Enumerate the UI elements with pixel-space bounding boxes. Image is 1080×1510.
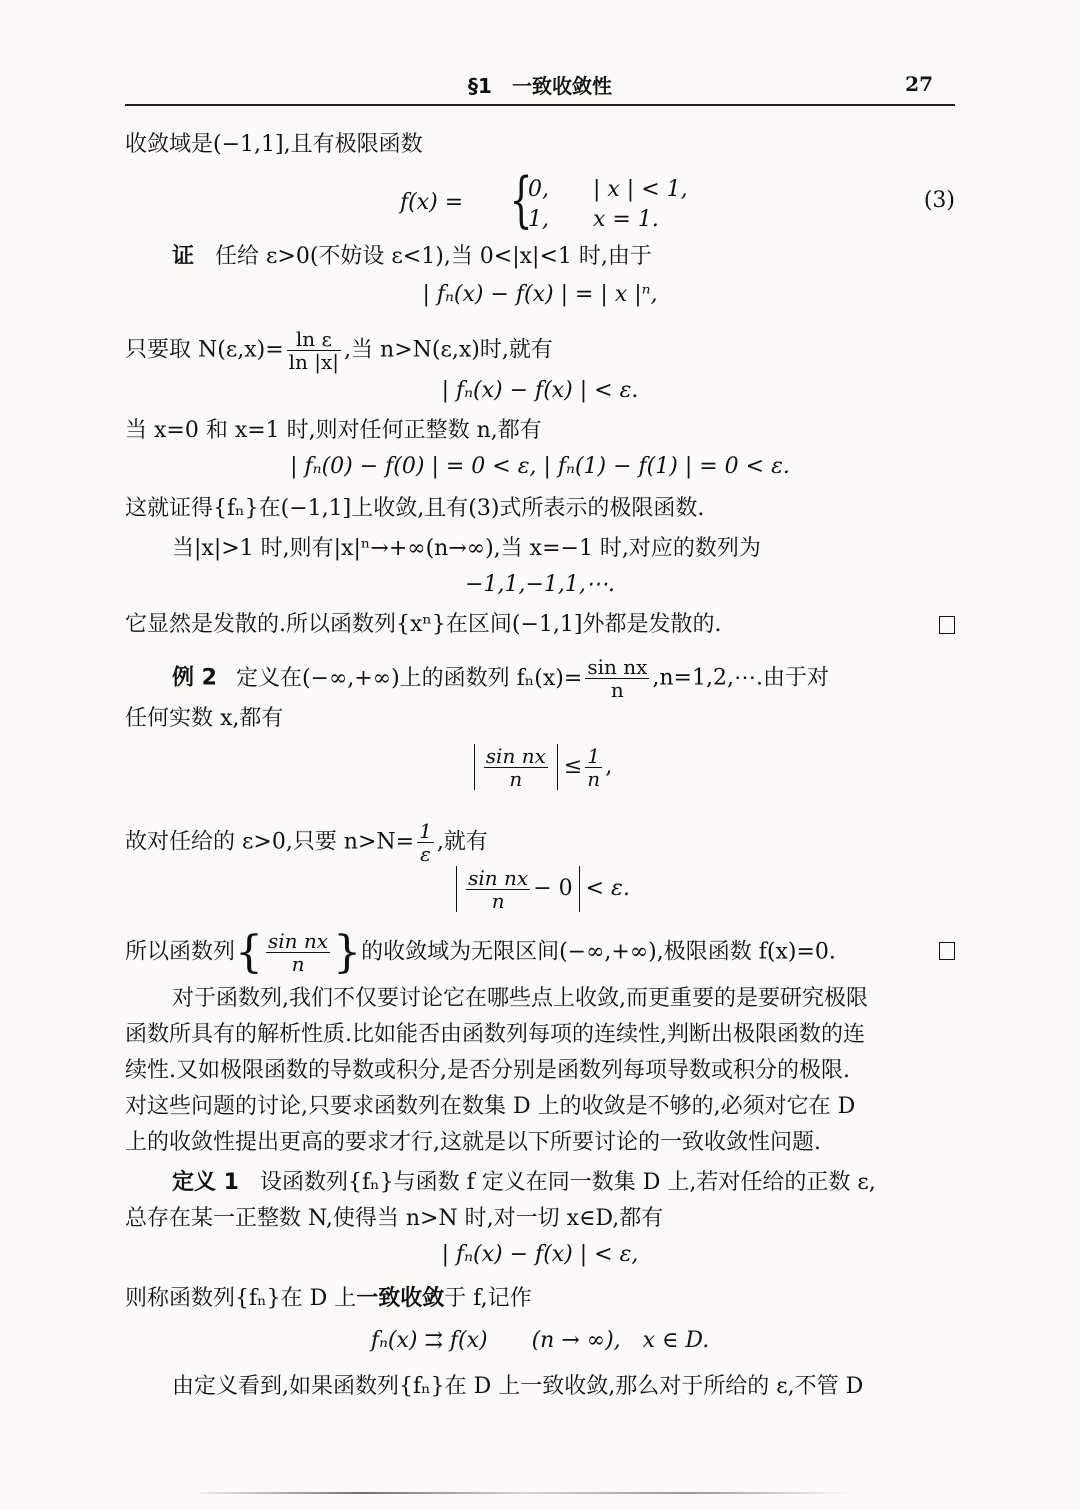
fraction-denominator: n (509, 766, 523, 791)
fraction-denominator: n (291, 952, 305, 976)
inequality: $\frac{\text{sin nx}}{n}$ ≤ $\frac{1}{n}$ , (125, 744, 955, 790)
text-fragment: ,n=1,2,⋯.由于对 (652, 665, 829, 691)
inequality (125, 866, 955, 912)
text-fragment: 的收敛域为无限区间(−∞,+∞),极限函数 f(x)=0. (361, 939, 836, 965)
text-fragment: ,当 n>N(ε,x)时,就有 (344, 337, 553, 363)
equation: | fₙ(x) − f(x) | = | x |ⁿ, (422, 282, 658, 307)
fraction (466, 867, 530, 912)
abs-bar (474, 744, 475, 790)
fraction (417, 820, 434, 865)
fraction (484, 745, 548, 790)
fraction-denominator: n (587, 766, 601, 791)
text-line: 任何实数 x,都有 (125, 706, 284, 731)
text-fragment: 只要取 N(ε,x)= (125, 337, 284, 363)
fraction-numerator: sin nx (587, 655, 648, 679)
fraction-denominator: n (610, 678, 624, 702)
paragraph-line: 续性.又如极限函数的导数或积分,是否分别是函数列每项导数或积分的极限. (125, 1058, 850, 1083)
equation: | fₙ(0) − f(0) | = 0 < ε, | fₙ(1) − f(1) | = 0 < ε. (290, 454, 790, 479)
equation-case-2: 1, x = 1. (528, 207, 659, 232)
fraction (266, 930, 330, 975)
proof-label: 证 (172, 244, 195, 269)
fraction (287, 328, 341, 373)
example-label: 例 2 (172, 665, 217, 691)
equation-number: (3) (923, 188, 955, 213)
definition-label: 定义 1 (172, 1170, 239, 1195)
text-fragment: ,就有 (436, 829, 488, 855)
text-fragment: 它显然是发散的.所以函数列{xⁿ}在区间(−1,1]外都是发散的. (125, 612, 722, 637)
text-fragment: − 0 (533, 876, 573, 901)
paragraph-line: 函数所具有的解析性质.比如能否由函数列每项的连续性,判断出极限函数的连 (125, 1022, 865, 1047)
abs-bar (557, 744, 558, 790)
running-header (125, 70, 955, 106)
proof-text: 任给 ε>0(不妨设 ε<1),当 0<|x|<1 时,由于 (215, 244, 652, 269)
text-fragment: < ε. (585, 876, 630, 901)
left-brace: { (509, 165, 533, 235)
text-line: 这就证得{fₙ}在(−1,1]上收敛,且有(3)式所表示的极限函数. (125, 496, 705, 521)
fraction-numerator: 1 (585, 745, 602, 768)
text-line-with-fraction (125, 820, 955, 865)
text-fragment: 定义在(−∞,+∞)上的函数列 fₙ(x)= (235, 665, 583, 691)
defined-term: 一致收敛 (356, 1286, 445, 1311)
page-number: 27 (905, 72, 933, 96)
abs-bar (456, 866, 457, 912)
qed-box-icon (939, 616, 955, 634)
text-fragment: 于 f,记作 (444, 1286, 532, 1311)
equation-case-1: 0, | x | < 1, (528, 177, 688, 202)
fraction-numerator: sin nx (268, 929, 329, 953)
text-fragment: 所以函数列 (125, 939, 236, 965)
example-line (172, 656, 955, 701)
abs-bar (579, 866, 580, 912)
paragraph-line: 上的收敛性提出更高的要求才行,这就是以下所要讨论的一致收敛性问题. (125, 1130, 821, 1155)
fraction-denominator: ε (420, 842, 431, 866)
paragraph-line: 对这些问题的讨论,只要求函数列在数集 D 上的收敛是不够的,必须对它在 D (125, 1094, 856, 1119)
text-line-with-fraction (125, 328, 955, 373)
equation: fₙ(x) ⇉ f(x) (n → ∞), x ∈ D. (370, 1328, 710, 1353)
paragraph-line: 对于函数列,我们不仅要讨论它在哪些点上收敛,而更重要的是要研究极限 (172, 986, 868, 1011)
right-brace: } (333, 926, 362, 978)
left-brace: { (235, 926, 264, 978)
text-line: 当 x=0 和 x=1 时,则对任何正整数 n,都有 (125, 418, 542, 443)
definition-line (172, 1168, 955, 1198)
text-fragment: 设函数列{fₙ}与函数 f 定义在同一数集 D 上,若对任给的正数 ε, (259, 1170, 876, 1195)
proof-line (172, 242, 955, 272)
fraction (585, 745, 602, 790)
fraction-denominator: n (491, 888, 505, 913)
text-line: 收敛域是(−1,1],且有极限函数 (125, 132, 423, 157)
text-line-with-term (125, 1284, 955, 1314)
fraction (585, 656, 649, 701)
relation-symbol: ≤ (563, 754, 583, 779)
equation: | fₙ(x) − f(x) | < ε, (441, 1242, 639, 1267)
scan-artifact-line (200, 1492, 850, 1494)
fraction-numerator: sin nx (468, 865, 529, 890)
text-fragment: 故对任给的 ε>0,只要 n>N= (125, 829, 415, 855)
fraction-numerator: 1 (419, 819, 432, 843)
equation: −1,1,−1,1,⋯. (465, 572, 615, 597)
text-fragment: 则称函数列{fₙ}在 D 上 (125, 1286, 357, 1311)
text-line: 由定义看到,如果函数列{fₙ}在 D 上一致收敛,那么对于所给的 ε,不管 D (172, 1374, 864, 1399)
section-title: §1 一致收敛性 (468, 74, 612, 98)
fraction-numerator: sin nx (485, 743, 546, 768)
equation: | fₙ(x) − f(x) | < ε. (441, 378, 639, 403)
text-line: 当|x|>1 时,则有|x|ⁿ→+∞(n→∞),当 x=−1 时,对应的数列为 (172, 536, 761, 561)
qed-box-icon (939, 942, 955, 960)
equation-lhs: f(x) = (400, 190, 464, 215)
fraction-denominator: ln |x| (288, 350, 340, 374)
text-line-with-qed (125, 610, 955, 640)
fraction-numerator: ln ε (287, 328, 341, 351)
text-line: 总存在某一正整数 N,使得当 n>N 时,对一切 x∈D,都有 (125, 1206, 664, 1231)
text-line-with-set (125, 926, 955, 978)
